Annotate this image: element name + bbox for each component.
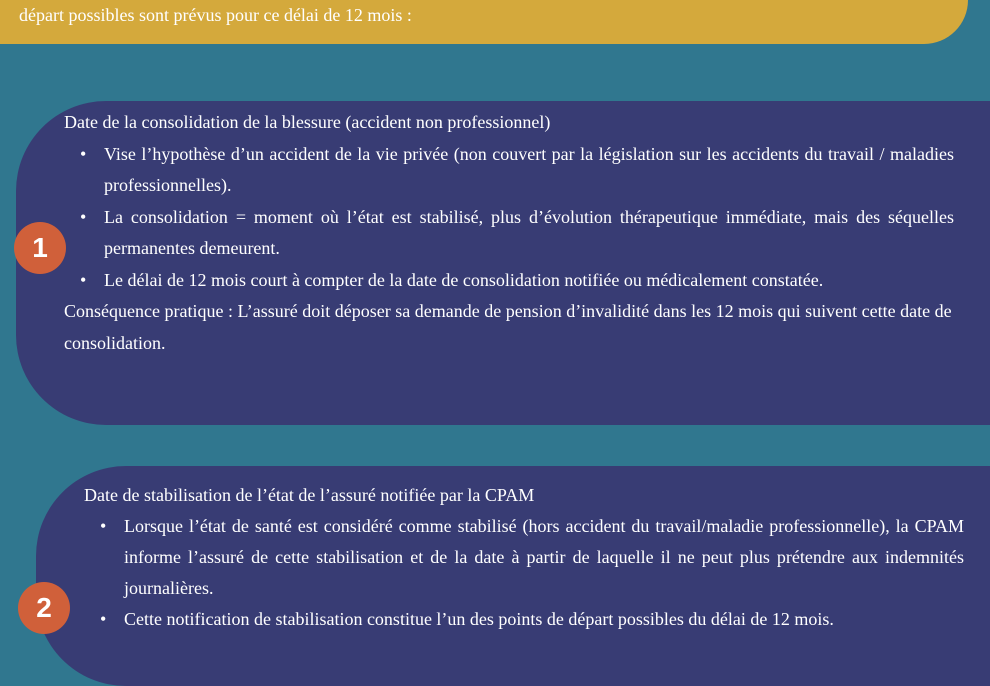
card-1-conclusion: Conséquence pratique : L’assuré doit déposer sa demande de pension d’invalidité dans les 12 mois qui suivent cette date de consolidation.	[64, 301, 952, 353]
card-2-bullet-list	[84, 511, 964, 635]
card-1-content	[64, 107, 954, 359]
banner-text: départ possibles sont prévus pour ce délai de 12 mois :	[19, 5, 412, 25]
number-badge-1: 1	[14, 222, 66, 274]
list-item	[84, 511, 964, 604]
bullet-text: Vise l’hypothèse d’un accident de la vie privée (non couvert par la législation sur les accidents du travail / maladies professionnelles).	[104, 143, 954, 195]
bullet-text: Cette notification de stabilisation constitue l’un des points de départ possibles du délai de 12 mois.	[124, 609, 834, 629]
bullet-icon: •	[80, 269, 87, 290]
bullet-icon: •	[100, 609, 107, 629]
bullet-icon: •	[100, 516, 107, 536]
card-1-title: Date de la consolidation de la blessure (accident non professionnel)	[64, 112, 551, 132]
card-2-content	[84, 480, 964, 635]
list-item	[84, 604, 964, 635]
bullet-text: La consolidation = moment où l’état est stabilisé, plus d’évolution thérapeutique immédiate, mais des séquelles permanentes demeurent.	[104, 206, 954, 258]
card-1-bullet-list	[64, 139, 954, 297]
bullet-icon: •	[80, 143, 87, 164]
list-item	[64, 139, 954, 202]
list-item	[64, 202, 954, 265]
bullet-icon: •	[80, 206, 87, 227]
card-2-title: Date de stabilisation de l’état de l’assuré notifiée par la CPAM	[84, 485, 535, 505]
list-item	[64, 265, 954, 297]
bullet-text: Lorsque l’état de santé est considéré comme stabilisé (hors accident du travail/maladie professionnelle), la CPAM informe l’assuré de cette stabilisation et de la date à partir de laquelle il ne peut plus prétendre aux indemnités journalières.	[124, 516, 964, 598]
bullet-text: Le délai de 12 mois court à compter de la date de consolidation notifiée ou médicalement constatée.	[104, 269, 824, 290]
number-badge-2: 2	[18, 582, 70, 634]
